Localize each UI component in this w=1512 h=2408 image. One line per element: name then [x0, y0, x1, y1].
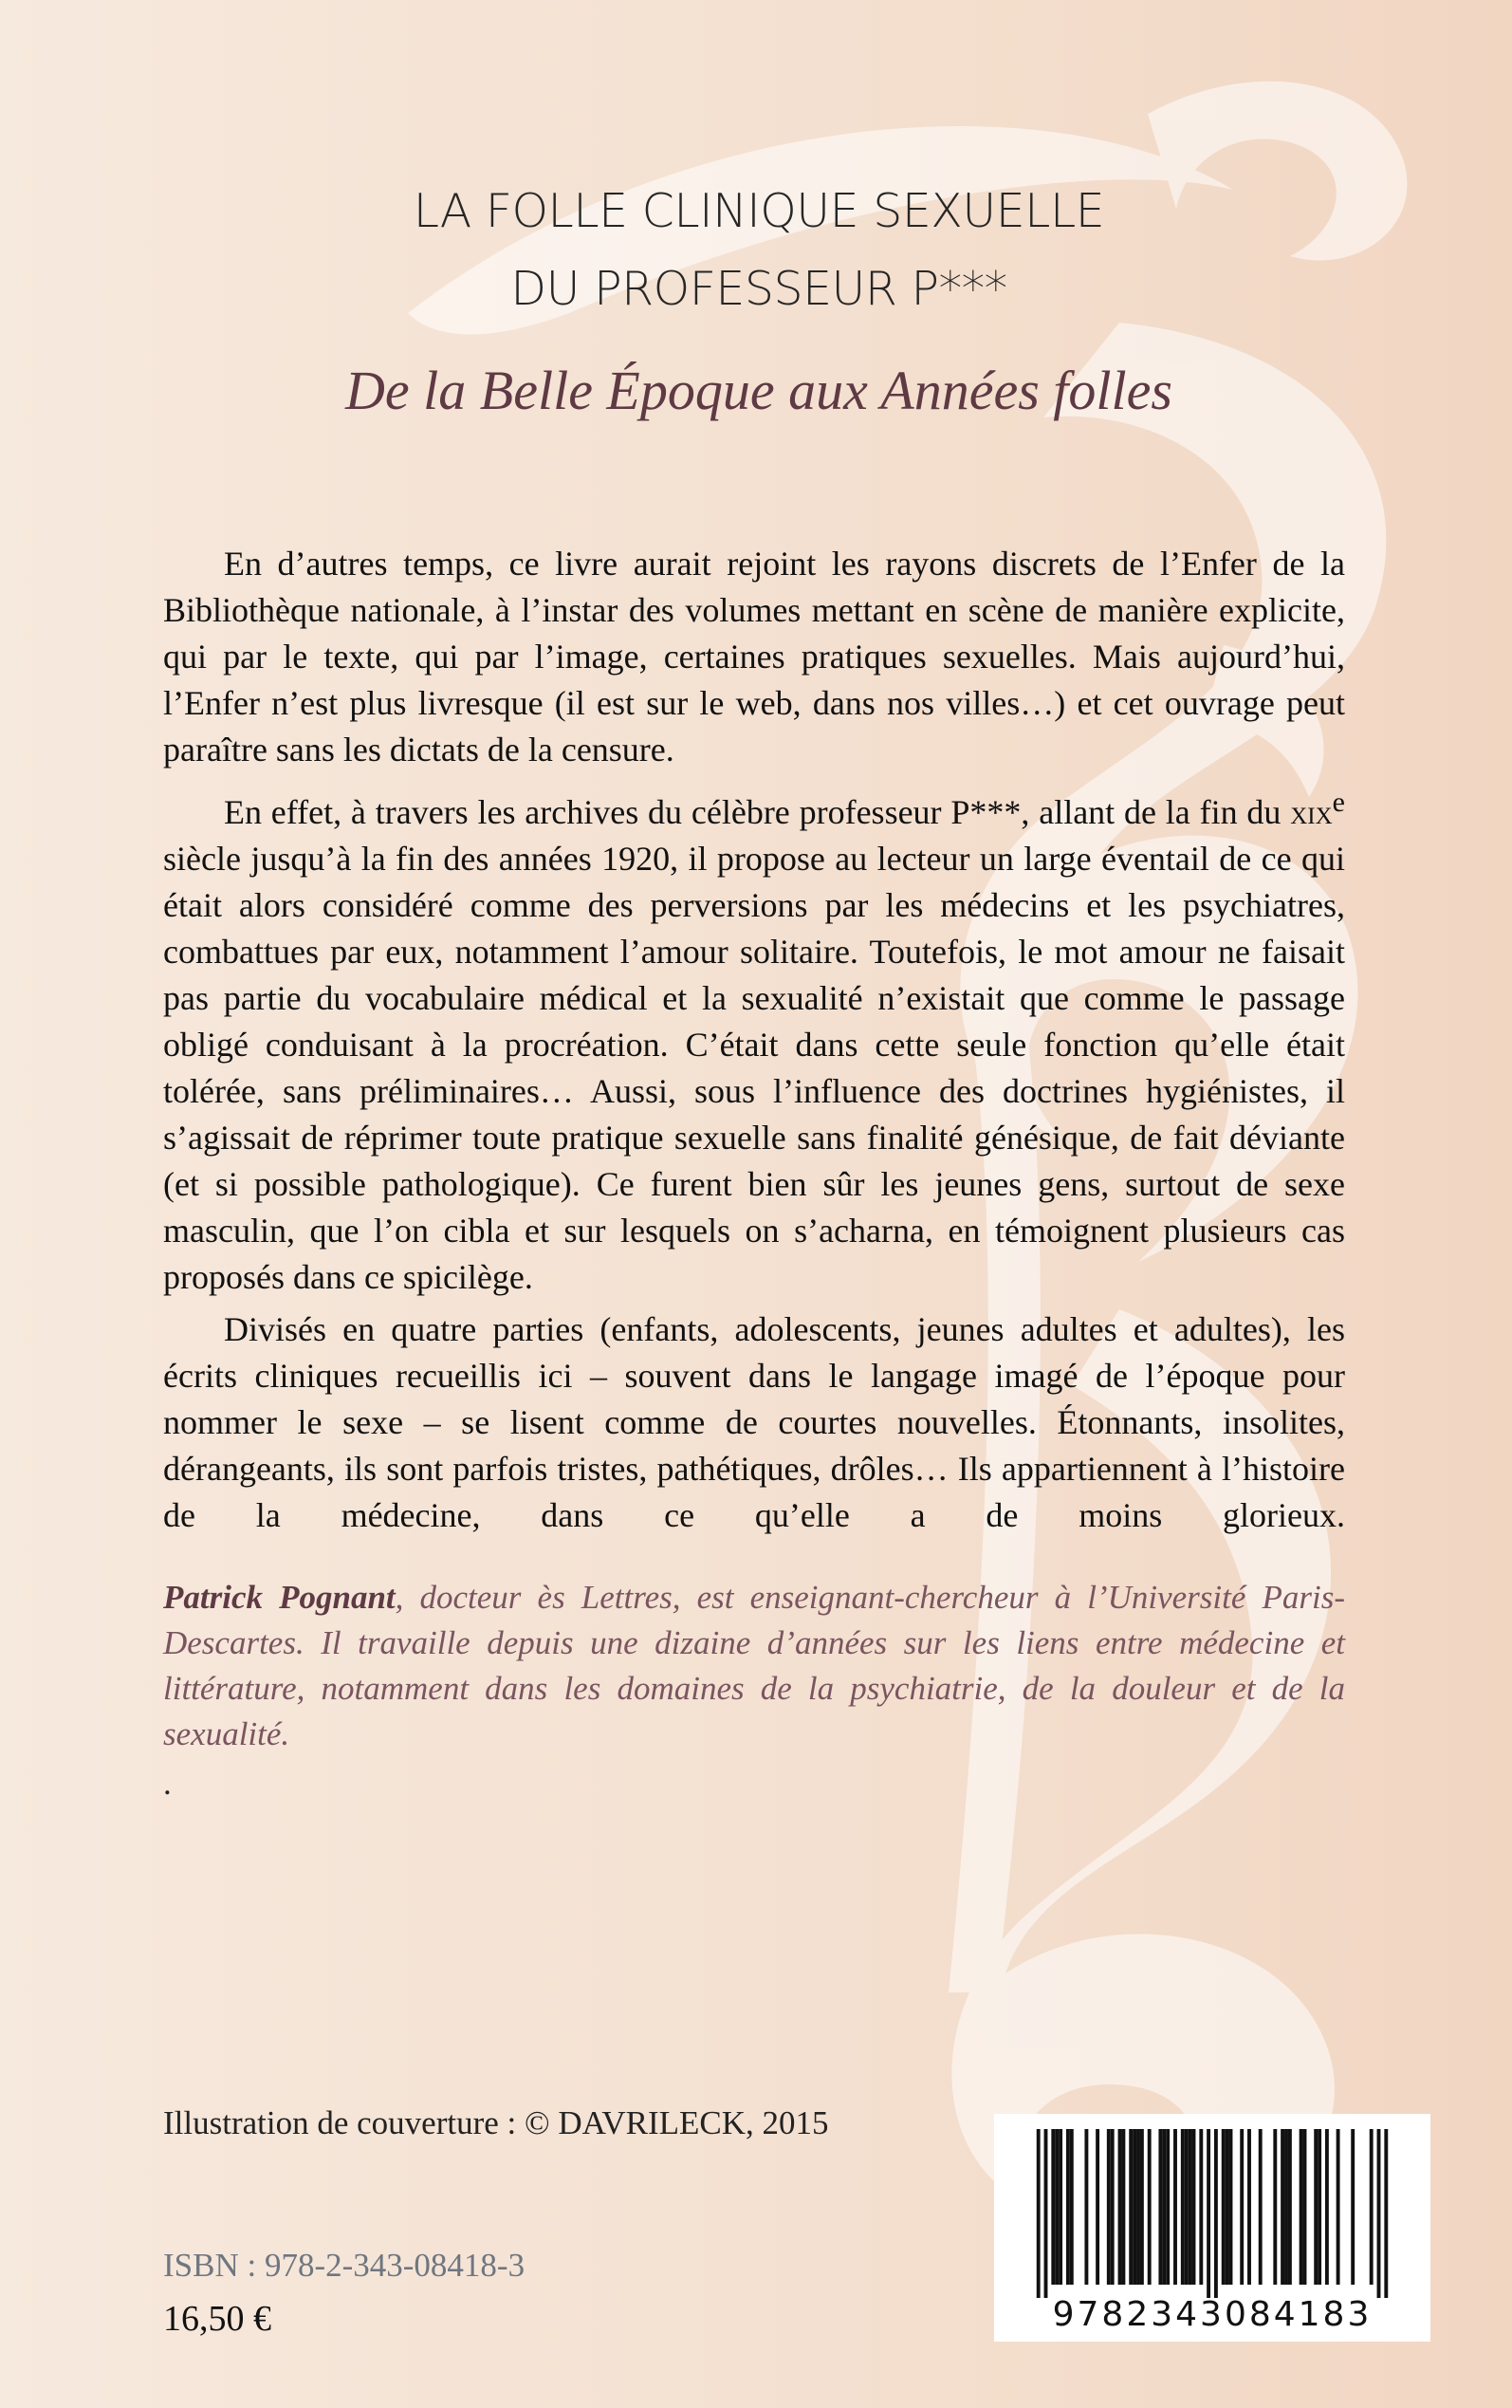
barcode-bar: [1384, 2129, 1388, 2298]
illustration-credit: Illustration de couverture : © DAVRILECK, 2015: [163, 2104, 829, 2141]
barcode-bar: [1133, 2129, 1136, 2285]
barcode-bar: [1192, 2129, 1196, 2285]
summary-paragraph-1: En d’autres temps, ce livre aurait rejoint les rayons discrets de l’Enfer de la Bibliothèque nationale, à l’instar des volumes mettant en scène de manière explicite, qui par le texte, qui par l’image, certaines pratiques sexuelles. Mais aujourd’hui, l’Enfer n’est plus livresque (il est sur le web, dans nos villes…) et cet ouvrage peut paraître sans les dictats de la censure.: [163, 545, 1345, 769]
barcode-bar: [1185, 2129, 1189, 2285]
barcode-bar: [1226, 2129, 1229, 2285]
barcode-bar: [1121, 2129, 1125, 2285]
barcode-bar: [1303, 2129, 1307, 2285]
isbn: ISBN : 978-2-343-08418-3: [163, 2247, 526, 2284]
century-numeral: xix: [1290, 793, 1333, 831]
barcode-bar: [1148, 2129, 1152, 2285]
barcode-bar: [1247, 2129, 1251, 2285]
barcode-bar: [1181, 2129, 1185, 2285]
barcode-bar: [1055, 2129, 1059, 2285]
barcode-bar: [1370, 2129, 1374, 2285]
price: 16,50 €: [163, 2299, 271, 2339]
barcode-bar: [1129, 2129, 1133, 2285]
barcode-bar: [1111, 2129, 1115, 2285]
barcode-bar: [1166, 2129, 1170, 2285]
barcode-bar: [1059, 2129, 1062, 2285]
barcode-bar: [1158, 2129, 1162, 2285]
barcode-bar: [1288, 2129, 1292, 2285]
barcode-bar: [1318, 2129, 1321, 2285]
barcode-bar: [1066, 2129, 1070, 2285]
barcode-bar: [1207, 2129, 1210, 2298]
author-description: , docteur ès Lettres, est enseignant-chercheur à l’Université Paris-Descartes. Il travaille depuis une dizaine d’années sur les liens entre médecine et littérature, notamment dans les domaines de la psychiatrie, de la douleur et de la sexualité.: [163, 1579, 1345, 1752]
barcode-bar: [1084, 2129, 1088, 2285]
book-subtitle: De la Belle Époque aux Années folles: [345, 360, 1172, 421]
barcode-bar: [1118, 2129, 1122, 2285]
barcode-bar: [1037, 2129, 1041, 2298]
summary-paragraph-3: Divisés en quatre parties (enfants, adolescents, jeunes adultes et adultes), les écrits cliniques recueillis ici – souvent dans le langage imagé de l’époque pour nommer le sexe – se lisent comme de courtes nouvelles. Étonnants, insolites, dérangeants, ils sont parfois tristes, pathétiques, drôles… Ils appartiennent à l’histoire de la médecine, dans ce qu’elle a de moins glorieux.: [163, 1310, 1345, 1534]
trailing-dot: .: [163, 1765, 172, 1802]
barcode-bar: [1314, 2129, 1318, 2285]
barcode-bar: [1300, 2129, 1303, 2285]
title-line-2: DU PROFESSEUR P***: [510, 262, 1007, 316]
barcode-bar: [1281, 2129, 1284, 2285]
author-name: Patrick Pognant: [163, 1579, 396, 1616]
barcode-bar: [1162, 2129, 1166, 2285]
summary-text: [163, 541, 1345, 1545]
author-bio: [163, 1575, 1345, 1806]
barcode-bar: [1273, 2129, 1277, 2285]
barcode-bar: [1051, 2129, 1055, 2285]
barcode-bar: [1377, 2129, 1381, 2298]
barcode-bar: [1240, 2129, 1244, 2285]
barcode-bar: [1044, 2129, 1048, 2298]
barcode-digits: 9782343084183: [1052, 2295, 1373, 2334]
barcode-bar: [1070, 2129, 1074, 2285]
title-line-1: LA FOLLE CLINIQUE SEXUELLE: [413, 184, 1105, 238]
barcode-bar: [1214, 2129, 1218, 2298]
barcode-bar: [1229, 2129, 1233, 2285]
barcode-bar: [1173, 2129, 1177, 2285]
book-title: [285, 173, 1233, 328]
barcode-bar: [1107, 2129, 1111, 2285]
barcode-bar: [1189, 2129, 1192, 2285]
barcode-bar: [1325, 2129, 1329, 2285]
barcode-bar: [1351, 2129, 1355, 2285]
summary-paragraph-2: [163, 779, 1345, 1301]
barcode-bar: [1222, 2129, 1226, 2285]
barcode-bar: [1259, 2129, 1263, 2285]
summary-paragraph-2-start: En effet, à travers les archives du célèbre professeur P***, allant de la fin du: [224, 793, 1291, 831]
summary-paragraph-2-rest: siècle jusqu’à la fin des années 1920, il propose au lecteur un large éventail de ce qui était alors considéré comme des perversions par les médecins et les psychiatres, combattues par eux, notamment l’amour solitaire. Toutefois, le mot amour ne faisait pas partie du vocabulaire médical et la sexualité n’existait que comme le passage obligé conduisant à la procréation. C’était dans cette seule fonction qu’elle était tolérée, sans préliminaires… Aussi, sous l’influence des doctrines hygiénistes, il s’agissait de réprimer toute pratique sexuelle sans finalité génésique, de fait déviante (et si possible pathologique). Ce furent bien sûr les jeunes gens, surtout de sexe masculin, que l’on cibla et sur lesquels on s’acharna, en témoignent plusieurs cas proposés dans ce spicilège.: [163, 840, 1345, 1296]
barcode-bar: [1140, 2129, 1144, 2285]
century-superscript: e: [1332, 787, 1345, 818]
barcode-bar: [1337, 2129, 1340, 2285]
barcode-bar: [1096, 2129, 1099, 2285]
barcode-bar: [1199, 2129, 1203, 2285]
barcode: [994, 2114, 1430, 2342]
barcode-bar: [1136, 2129, 1140, 2285]
barcode-bar: [1284, 2129, 1288, 2285]
